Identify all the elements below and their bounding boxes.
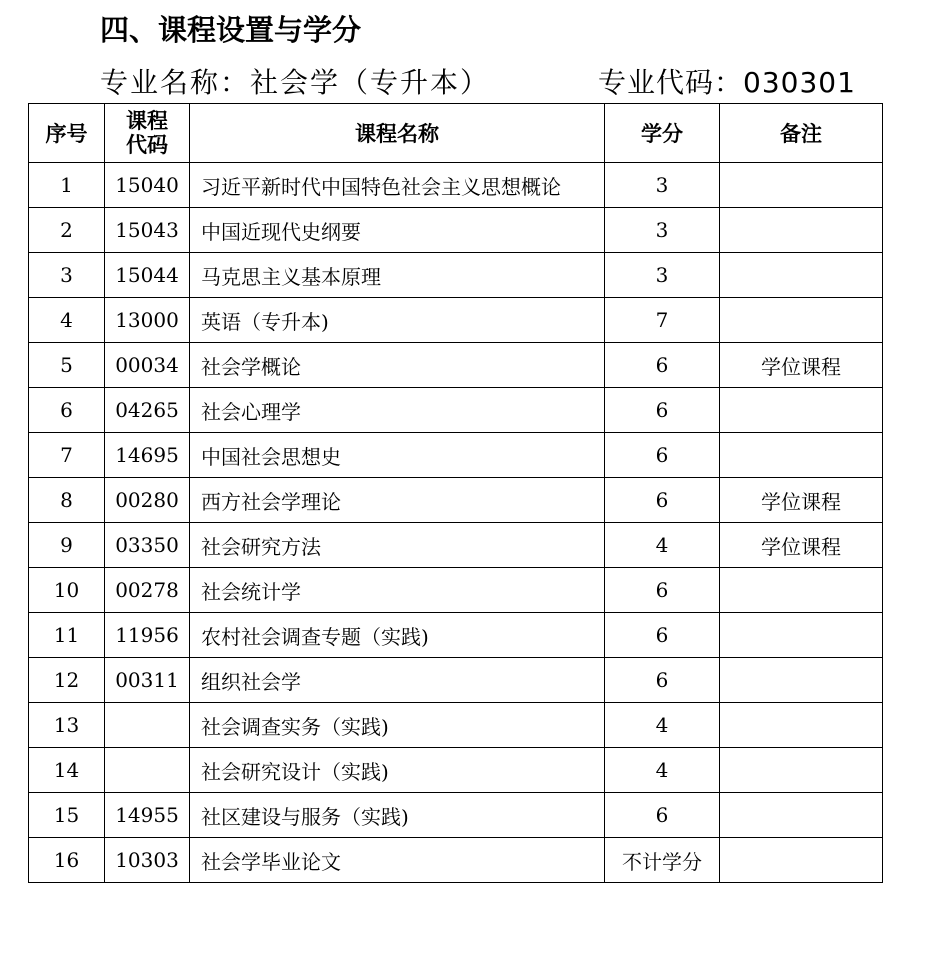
- cell-credit: 4: [605, 703, 720, 748]
- cell-course-code: 04265: [105, 388, 190, 433]
- cell-credit: 6: [605, 568, 720, 613]
- cell-course-name: 英语（专升本): [190, 298, 605, 343]
- table-row: [29, 478, 883, 523]
- cell-course-code: [105, 703, 190, 748]
- header-note: 备注: [720, 104, 883, 163]
- cell-note: 学位课程: [720, 343, 883, 388]
- table-row: [29, 523, 883, 568]
- cell-course-code: 11956: [105, 613, 190, 658]
- cell-index: 4: [29, 298, 105, 343]
- cell-note: [720, 298, 883, 343]
- header-index: 序号: [29, 104, 105, 163]
- table-row: [29, 838, 883, 883]
- cell-credit: 3: [605, 208, 720, 253]
- cell-index: 14: [29, 748, 105, 793]
- cell-index: 15: [29, 793, 105, 838]
- cell-course-name: 中国社会思想史: [190, 433, 605, 478]
- table-row: [29, 433, 883, 478]
- cell-index: 16: [29, 838, 105, 883]
- cell-index: 2: [29, 208, 105, 253]
- cell-index: 7: [29, 433, 105, 478]
- table-row: [29, 748, 883, 793]
- cell-credit: 3: [605, 163, 720, 208]
- table-row: [29, 793, 883, 838]
- cell-note: 学位课程: [720, 478, 883, 523]
- cell-note: [720, 433, 883, 478]
- cell-index: 1: [29, 163, 105, 208]
- table-row: [29, 253, 883, 298]
- cell-index: 13: [29, 703, 105, 748]
- table-row: [29, 703, 883, 748]
- cell-note: [720, 703, 883, 748]
- cell-note: [720, 163, 883, 208]
- cell-credit: 不计学分: [605, 838, 720, 883]
- cell-credit: 6: [605, 793, 720, 838]
- cell-course-name: 西方社会学理论: [190, 478, 605, 523]
- cell-index: 11: [29, 613, 105, 658]
- cell-course-name: 组织社会学: [190, 658, 605, 703]
- cell-course-code: 15043: [105, 208, 190, 253]
- cell-course-code: [105, 748, 190, 793]
- cell-course-code: 14955: [105, 793, 190, 838]
- cell-note: [720, 208, 883, 253]
- table-row: [29, 343, 883, 388]
- cell-course-code: 14695: [105, 433, 190, 478]
- header-course-code: [105, 104, 190, 163]
- cell-credit: 6: [605, 388, 720, 433]
- cell-note: [720, 613, 883, 658]
- cell-note: [720, 658, 883, 703]
- cell-credit: 4: [605, 748, 720, 793]
- cell-note: [720, 748, 883, 793]
- cell-index: 3: [29, 253, 105, 298]
- cell-course-name: 中国近现代史纲要: [190, 208, 605, 253]
- cell-index: 8: [29, 478, 105, 523]
- cell-note: [720, 793, 883, 838]
- cell-course-code: 00280: [105, 478, 190, 523]
- cell-credit: 7: [605, 298, 720, 343]
- cell-index: 10: [29, 568, 105, 613]
- cell-course-name: 社会研究设计（实践): [190, 748, 605, 793]
- cell-course-code: 00311: [105, 658, 190, 703]
- cell-course-name: 农村社会调查专题（实践): [190, 613, 605, 658]
- cell-course-code: 00278: [105, 568, 190, 613]
- header-course-code-line1: 课程: [126, 109, 168, 133]
- cell-index: 12: [29, 658, 105, 703]
- cell-course-name: 社会研究方法: [190, 523, 605, 568]
- table-row: [29, 568, 883, 613]
- cell-note: [720, 838, 883, 883]
- cell-credit: 6: [605, 658, 720, 703]
- cell-note: [720, 253, 883, 298]
- cell-course-name: 社会统计学: [190, 568, 605, 613]
- cell-note: [720, 568, 883, 613]
- cell-course-code: 15040: [105, 163, 190, 208]
- cell-credit: 6: [605, 343, 720, 388]
- cell-credit: 3: [605, 253, 720, 298]
- header-course-name: 课程名称: [190, 104, 605, 163]
- cell-course-code: 15044: [105, 253, 190, 298]
- table-row: [29, 658, 883, 703]
- table-row: [29, 388, 883, 433]
- cell-course-name: 马克思主义基本原理: [190, 253, 605, 298]
- cell-index: 6: [29, 388, 105, 433]
- table-body: [29, 163, 883, 883]
- table-row: [29, 163, 883, 208]
- cell-index: 9: [29, 523, 105, 568]
- cell-course-name: 社会学概论: [190, 343, 605, 388]
- cell-note: 学位课程: [720, 523, 883, 568]
- course-table: [28, 103, 883, 883]
- cell-course-code: 13000: [105, 298, 190, 343]
- cell-course-code: 10303: [105, 838, 190, 883]
- table-row: [29, 208, 883, 253]
- cell-credit: 6: [605, 433, 720, 478]
- header-course-code-line2: 代码: [126, 133, 168, 157]
- table-row: [29, 298, 883, 343]
- major-code: 专业代码：030301: [598, 66, 856, 99]
- cell-credit: 6: [605, 613, 720, 658]
- cell-index: 5: [29, 343, 105, 388]
- table-row: [29, 613, 883, 658]
- cell-course-name: 社会调查实务（实践): [190, 703, 605, 748]
- cell-course-name: 社区建设与服务（实践): [190, 793, 605, 838]
- cell-course-name: 社会学毕业论文: [190, 838, 605, 883]
- cell-credit: 6: [605, 478, 720, 523]
- cell-credit: 4: [605, 523, 720, 568]
- cell-course-code: 00034: [105, 343, 190, 388]
- cell-course-code: 03350: [105, 523, 190, 568]
- cell-note: [720, 388, 883, 433]
- cell-course-name: 社会心理学: [190, 388, 605, 433]
- major-name: 专业名称：社会学（专升本）: [100, 66, 491, 99]
- cell-course-name: 习近平新时代中国特色社会主义思想概论: [190, 163, 605, 208]
- table-header-row: [29, 104, 883, 163]
- header-credit: 学分: [605, 104, 720, 163]
- section-title: 四、课程设置与学分: [100, 13, 362, 47]
